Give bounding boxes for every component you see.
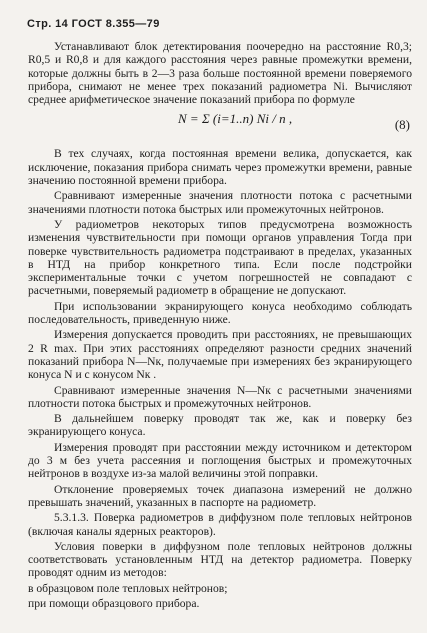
formula: N = Σ (i=1..n) Ni / n ,	[178, 111, 293, 127]
document-body	[28, 40, 412, 610]
paragraph: Измерения проводят при расстоянии между источником и детектором до 3 м без учета рассеяния и поглощения быстрых и промежуточных нейтронов в воздухе из-за малой величины этой поправки.	[28, 440, 412, 481]
paragraph: Измерения допускается проводить при расстояниях, не превышающих 2 R max. При этих расстояниях определяют разности средних значений показаний прибора N—Nк, получаемые при измерениях без экранирующего конуса N и с конусом Nк .	[28, 328, 412, 382]
list-item: при помощи образцового прибора.	[28, 596, 200, 610]
formula-block	[28, 108, 412, 144]
page-header: Стр. 14 ГОСТ 8.355—79	[27, 18, 160, 30]
paragraph: При использовании экранирующего конуса необходимо соблюдать последовательность, приведенную ниже.	[28, 299, 412, 327]
paragraph: В дальнейшем поверку проводят так же, как и поверку без экранирующего конуса.	[28, 412, 412, 439]
paragraph: Условия поверки в диффузном поле тепловых нейтронов должны соответствовать установленным НТД на детектор радиометра. Поверку проводят одним из методов:	[28, 539, 412, 580]
paragraph: У радиометров некоторых типов предусмотрена возможность изменения чувствительности при помощи органов управления Тогда при поверке чувствительность радиометра подстраивают в пределах, указанных в НТД на прибор конкретного типа. Если после подстройки экспериментальные точки с учетом погрешностей не совпадают с расчетными, поверяемый радиометр в обращение не допускают.	[28, 217, 412, 298]
paragraph: Отклонение проверяемых точек диапазона измерений не должно превышать значений, указанных в паспорте на радиометр.	[28, 482, 412, 509]
list-item: в образцовом поле тепловых нейтронов;	[28, 581, 228, 595]
paragraph: Сравнивают измеренные значения N—Nк с расчетными значениями плотности потока быстрых и промежуточных нейтронов.	[28, 383, 412, 410]
paragraph: Устанавливают блок детектирования поочередно на расстояние R0,3; R0,5 и R0,8 и для каждого расстояния через равные промежутки времени, которые должны быть в 2—3 раза больше постоянной времени поверяемого прибора, снимают не менее трех показаний радиометра Ni. Вычисляют среднее арифметическое значение показаний прибора по формуле	[28, 40, 412, 107]
paragraph: В тех случаях, когда постоянная времени велика, допускается, как исключение, показания прибора снимать через промежутки времени, равные значению постоянной времени прибора.	[28, 147, 412, 188]
formula-number: (8)	[394, 117, 410, 133]
section-heading: 5.3.1.3. Поверка радиометров в диффузном поле тепловых нейтронов (включая каналы ядерных реакторов).	[28, 511, 412, 538]
paragraph: Сравнивают измеренные значения плотности потока с расчетными значениями плотности потока быстрых или промежуточных нейтронов.	[28, 189, 412, 216]
